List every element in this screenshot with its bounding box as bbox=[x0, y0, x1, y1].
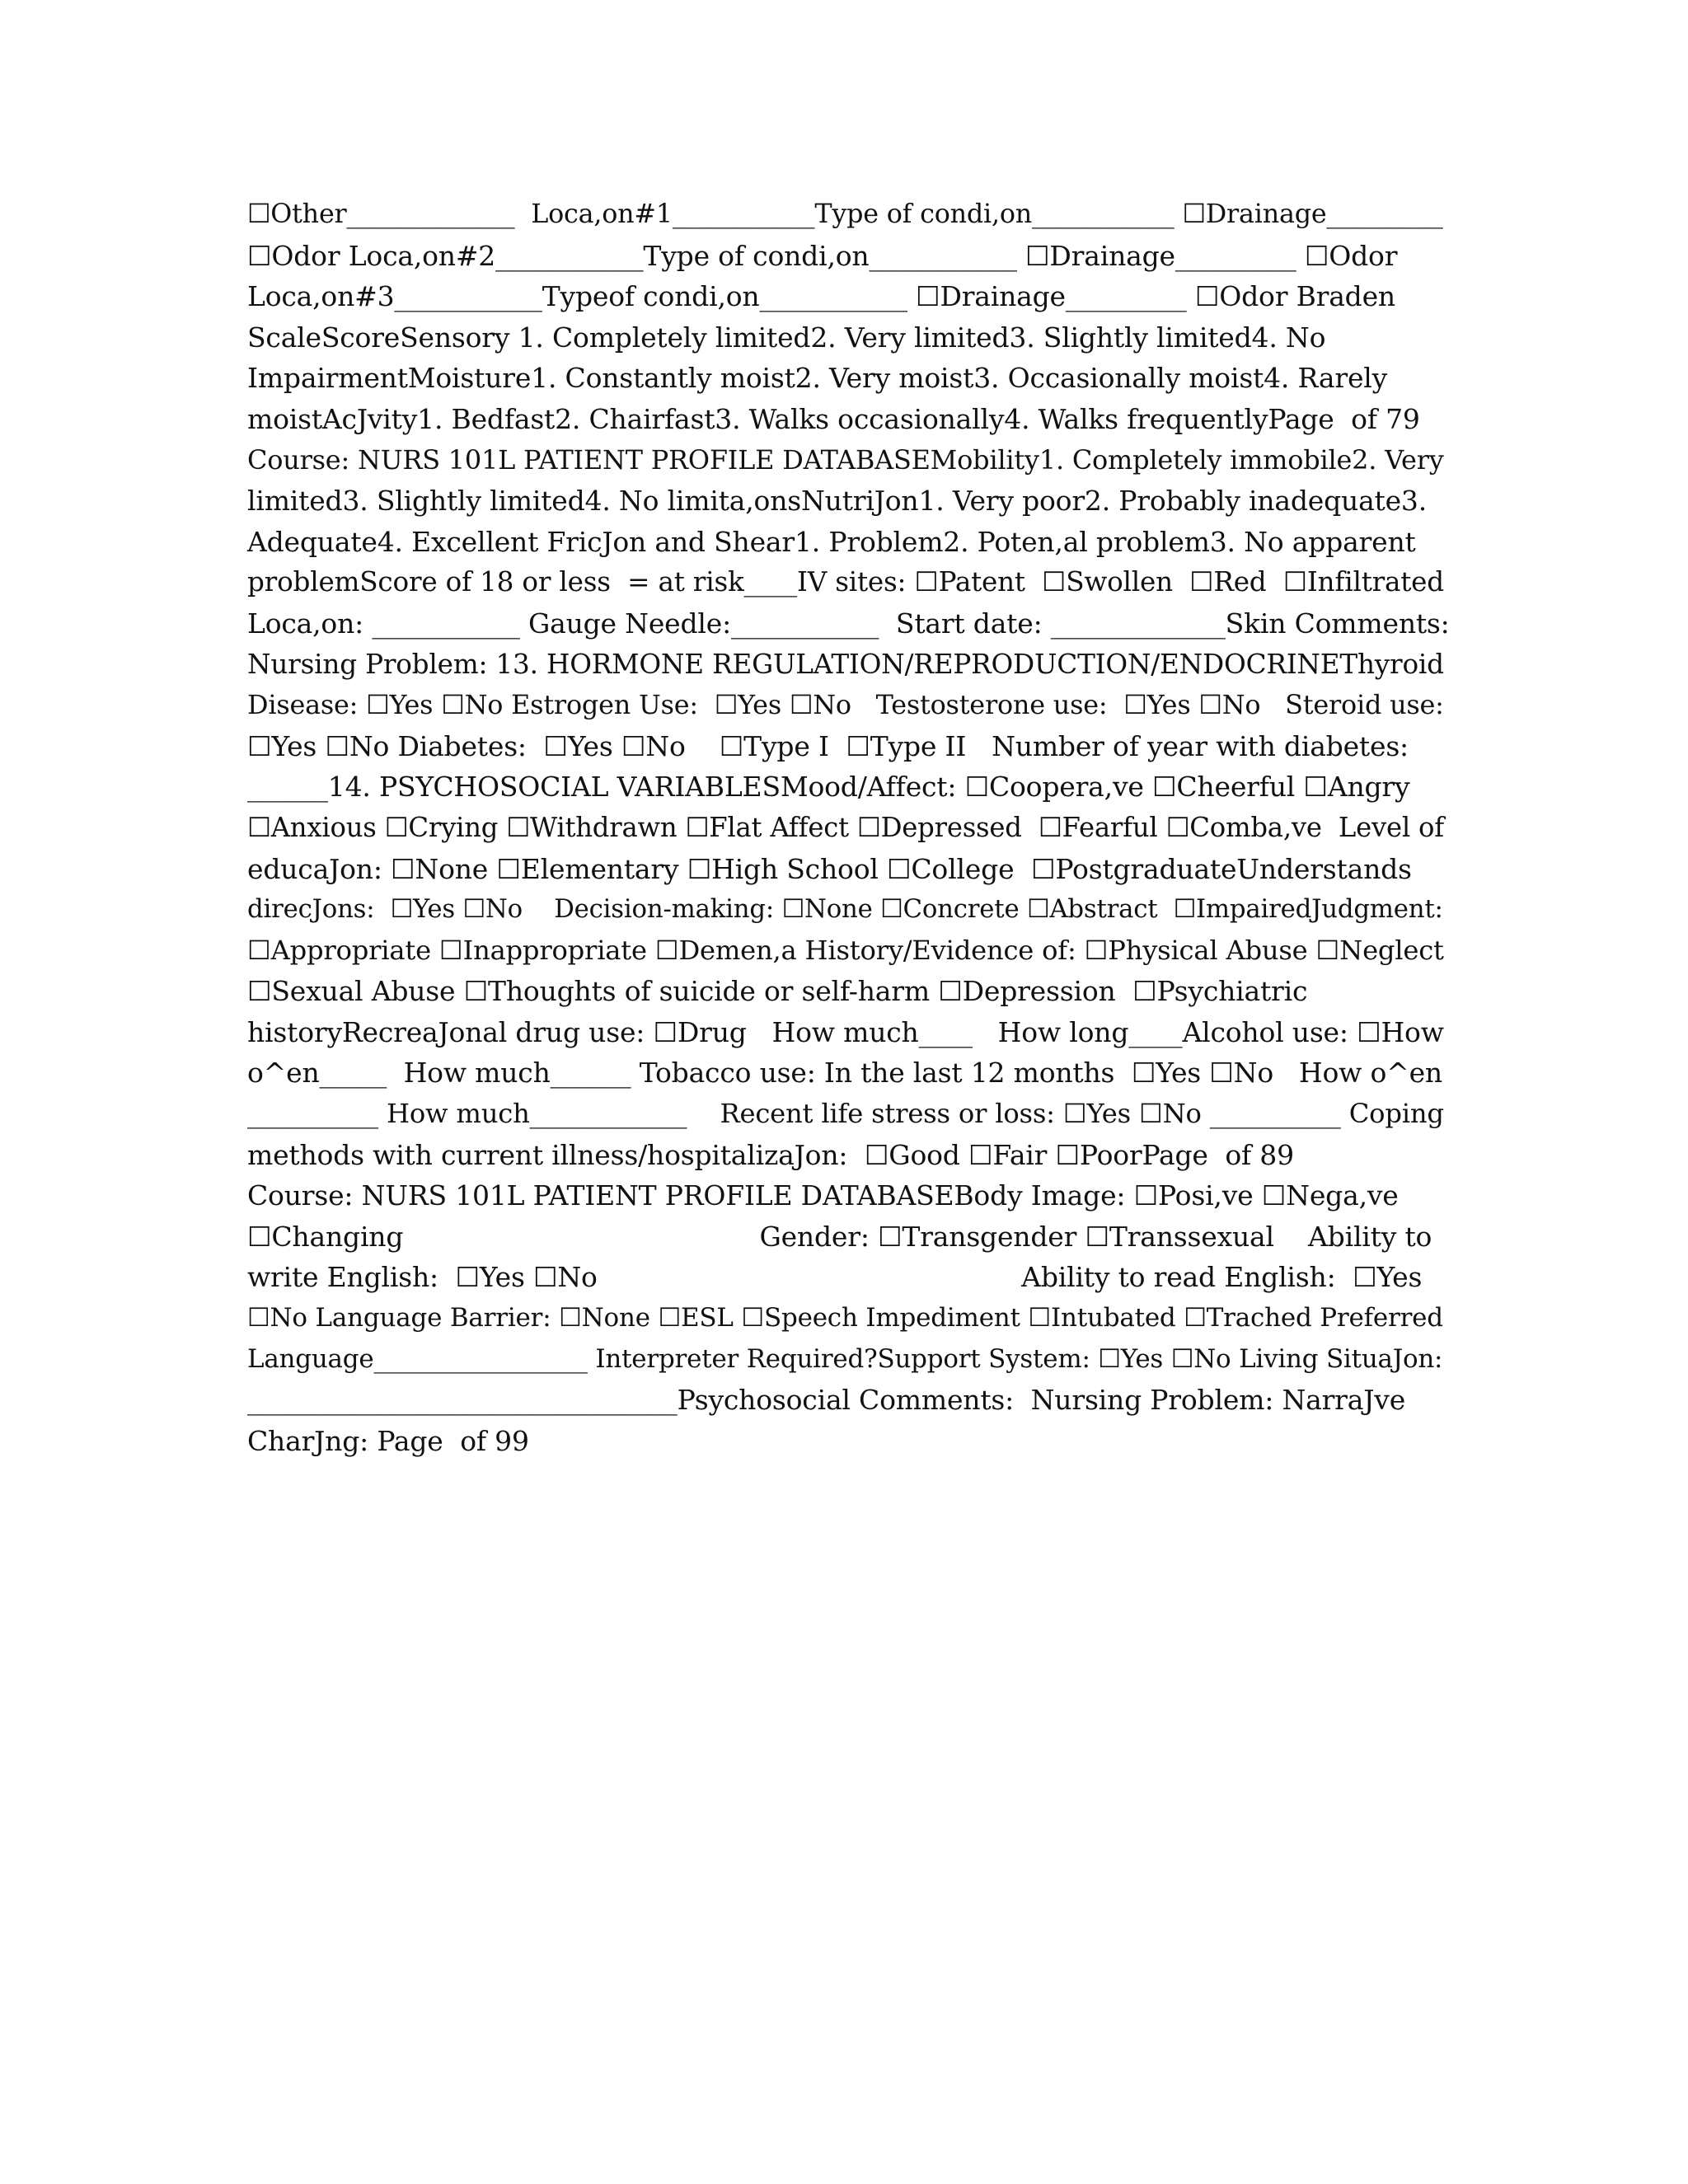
text-line: o^en_____ How much______ Tobacco use: In the last 12 months ☐Yes ☐No How o^en bbox=[247, 1057, 1442, 1090]
text-line: Disease: ☐Yes ☐No Estrogen Use: ☐Yes ☐No Testosterone use: ☐Yes ☐No Steroid use: bbox=[247, 689, 1444, 721]
text-line: Language_________________ Interpreter Required?Support System: ☐Yes ☐No Living SituaJon: bbox=[247, 1343, 1443, 1374]
text-line: ☐Anxious ☐Crying ☐Withdrawn ☐Flat Affect ☐Depressed ☐Fearful ☐Comba,ve Level of bbox=[247, 811, 1445, 843]
text-line: historyRecreaJonal drug use: ☐Drug How much____ How long____Alcohol use: ☐How bbox=[247, 1015, 1444, 1048]
text-line: ☐Other_____________ Loca,on#1___________Type of condi,on___________ ☐Drainage_________ bbox=[247, 199, 1443, 229]
text-line: Course: NURS 101L PATIENT PROFILE DATABASEMobility1. Completely immobile2. Very bbox=[247, 443, 1444, 476]
text-line: ☐Odor Loca,on#2___________Type of condi,on___________ ☐Drainage_________ ☐Odor bbox=[247, 239, 1398, 272]
text-line: direcJons: ☐Yes ☐No Decision-making: ☐None ☐Concrete ☐Abstract ☐ImpairedJudgment: bbox=[247, 894, 1443, 925]
text-line: Loca,on#3___________Typeof condi,on___________ ☐Drainage_________ ☐Odor Braden bbox=[247, 280, 1395, 313]
text-line: Loca,on: ___________ Gauge Needle:___________ Start date: _____________Skin Comments: bbox=[247, 607, 1450, 640]
text-line: ☐Appropriate ☐Inappropriate ☐Demen,a History/Evidence of: ☐Physical Abuse ☐Neglect bbox=[247, 934, 1444, 966]
text-line: ImpairmentMoisture1. Constantly moist2. Very moist3. Occasionally moist4. Rarely bbox=[247, 362, 1388, 395]
text-line: ☐Changing Gender: ☐Transgender ☐Transsexual Ability to bbox=[247, 1220, 1432, 1253]
text-line: ☐Yes ☐No Diabetes: ☐Yes ☐No ☐Type I ☐Type II Number of year with diabetes: bbox=[247, 729, 1409, 762]
text-line: write English: ☐Yes ☐No Ability to read English: ☐Yes bbox=[247, 1261, 1423, 1294]
text-line: Course: NURS 101L PATIENT PROFILE DATABASEBody Image: ☐Posi,ve ☐Nega,ve bbox=[247, 1179, 1399, 1212]
form-text-block bbox=[247, 194, 1451, 1461]
text-line: Nursing Problem: 13. HORMONE REGULATION/REPRODUCTION/ENDOCRINEThyroid bbox=[247, 648, 1444, 680]
text-line: educaJon: ☐None ☐Elementary ☐High School ☐College ☐PostgraduateUnderstands bbox=[247, 852, 1412, 885]
text-line: ☐Sexual Abuse ☐Thoughts of suicide or self-harm ☐Depression ☐Psychiatric bbox=[247, 975, 1308, 1008]
text-line: methods with current illness/hospitalizaJon: ☐Good ☐Fair ☐PoorPage of 89 bbox=[247, 1138, 1294, 1171]
text-line: limited3. Slightly limited4. No limita,onsNutriJon1. Very poor2. Probably inadequate3. bbox=[247, 485, 1428, 518]
text-line: ________________________________Psychosocial Comments: Nursing Problem: NarraJve bbox=[247, 1384, 1406, 1417]
text-line: ScaleScoreSensory 1. Completely limited2. Very limited3. Slightly limited4. No bbox=[247, 321, 1326, 354]
text-line: ______14. PSYCHOSOCIAL VARIABLESMood/Affect: ☐Coopera,ve ☐Cheerful ☐Angry bbox=[247, 771, 1410, 804]
text-line: CharJng: Page of 99 bbox=[247, 1424, 529, 1457]
text-line: problemScore of 18 or less = at risk____IV sites: ☐Patent ☐Swollen ☐Red ☐Infiltrated bbox=[247, 566, 1444, 598]
text-line: ☐No Language Barrier: ☐None ☐ESL ☐Speech Impediment ☐Intubated ☐Trached Preferred bbox=[247, 1303, 1443, 1333]
text-line: moistAcJvity1. Bedfast2. Chairfast3. Walks occasionally4. Walks frequentlyPage of 79 bbox=[247, 402, 1420, 435]
text-line: Adequate4. Excellent FricJon and Shear1. Problem2. Poten,al problem3. No apparent bbox=[247, 525, 1416, 558]
text-line: __________ How much____________ Recent life stress or loss: ☐Yes ☐No __________ Coping bbox=[247, 1098, 1444, 1130]
